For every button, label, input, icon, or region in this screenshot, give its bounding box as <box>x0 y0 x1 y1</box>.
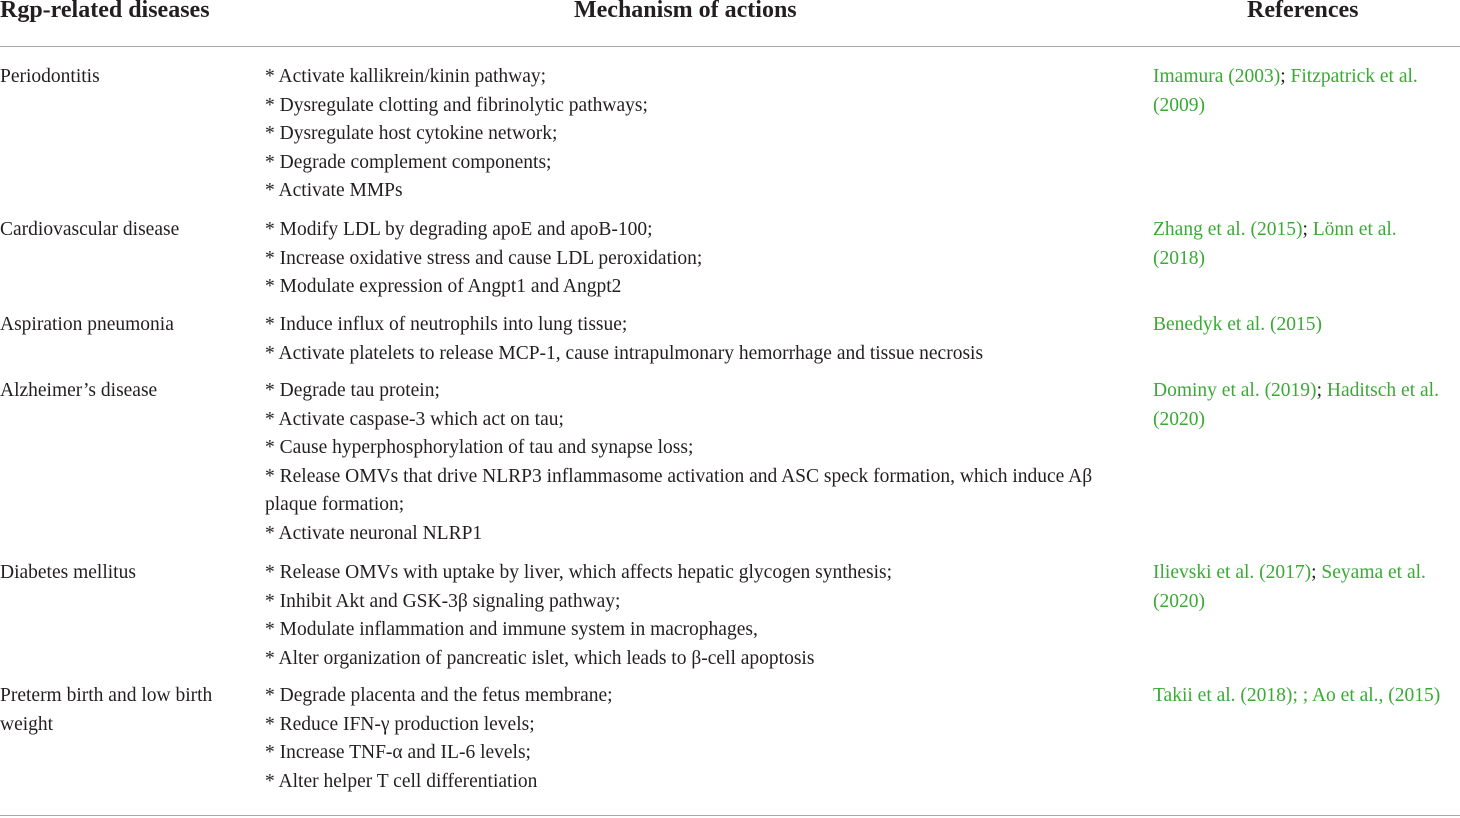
mechanism-cell <box>265 63 1095 206</box>
mechanism-cell <box>265 377 1095 549</box>
header-mechanism: Mechanism of actions <box>574 0 797 23</box>
mechanism-item: * Induce influx of neutrophils into lung tissue; <box>265 314 628 335</box>
reference-link[interactable]: Zhang et al. (2015) <box>1153 219 1303 240</box>
mechanism-item: * Alter organization of pancreatic islet, which leads to β-cell apoptosis <box>265 647 815 669</box>
references-cell <box>1153 377 1453 434</box>
disease-cell: Alzheimer’s disease <box>0 380 158 401</box>
mechanism-item: * Modify LDL by degrading apoE and apoB-100; <box>265 219 653 240</box>
mechanism-item: * Reduce IFN-γ production levels; <box>265 713 535 735</box>
mechanism-item: * Alter helper T cell differentiation <box>265 770 538 792</box>
disease-cell: Diabetes mellitus <box>0 562 136 583</box>
disease-cell: Preterm birth and low birth weight <box>0 685 213 735</box>
reference-separator: ; <box>1280 66 1291 87</box>
mechanism-item: * Activate kallikrein/kinin pathway; <box>265 66 547 87</box>
mechanism-item: * Increase oxidative stress and cause LDL peroxidation; <box>265 247 703 269</box>
references-cell <box>1153 311 1453 340</box>
mechanism-item: * Cause hyperphosphorylation of tau and synapse loss; <box>265 437 694 459</box>
reference-link[interactable]: Ilievski et al. (2017) <box>1153 562 1312 583</box>
mechanism-item: * Dysregulate host cytokine network; <box>265 123 558 145</box>
mechanism-cell <box>265 216 1095 302</box>
reference-link[interactable]: Benedyk et al. (2015) <box>1153 314 1322 335</box>
mechanism-item: * Modulate inflammation and immune system in macrophages, <box>265 619 758 641</box>
mechanism-item: * Inhibit Akt and GSK-3β signaling pathway; <box>265 590 621 612</box>
references-cell <box>1153 559 1453 616</box>
mechanism-item: * Release OMVs that drive NLRP3 inflammasome activation and ASC speck formation, which induce Aβ plaque formation; <box>265 465 1093 516</box>
header-references: References <box>1247 0 1359 23</box>
mechanism-item: * Activate MMPs <box>265 180 403 202</box>
mechanism-item: * Degrade complement components; <box>265 151 552 173</box>
mechanism-item: * Modulate expression of Angpt1 and Angpt2 <box>265 276 622 298</box>
reference-separator: ; <box>1302 219 1313 240</box>
header-diseases: Rgp-related diseases <box>0 0 210 23</box>
mechanism-item: * Increase TNF-α and IL-6 levels; <box>265 742 531 764</box>
reference-link[interactable]: Imamura (2003) <box>1153 66 1281 87</box>
mechanism-item: * Release OMVs with uptake by liver, which affects hepatic glycogen synthesis; <box>265 562 893 583</box>
mechanism-cell <box>265 311 1095 368</box>
mechanism-cell <box>265 559 1095 673</box>
reference-link[interactable]: Lönn et al. (2018) <box>1153 219 1397 269</box>
mechanism-item: * Activate neuronal NLRP1 <box>265 522 483 544</box>
reference-link[interactable]: ; ; <box>1292 685 1312 706</box>
reference-link[interactable]: Seyama et al. (2020) <box>1153 562 1426 612</box>
mechanism-item: * Activate platelets to release MCP-1, cause intrapulmonary hemorrhage and tissue necrosis <box>265 342 984 364</box>
mechanism-item: * Degrade placenta and the fetus membrane; <box>265 685 613 706</box>
reference-separator: ; <box>1316 380 1327 401</box>
mechanism-cell <box>265 682 1095 796</box>
reference-separator: ; <box>1311 562 1322 583</box>
reference-link[interactable]: Ao et al., (2015) <box>1311 685 1441 706</box>
table-header <box>0 0 1460 47</box>
references-cell <box>1153 216 1453 273</box>
bottom-rule <box>0 815 1460 816</box>
reference-link[interactable]: Dominy et al. (2019) <box>1153 380 1317 401</box>
mechanism-item: * Degrade tau protein; <box>265 380 440 401</box>
disease-cell: Periodontitis <box>0 66 100 87</box>
mechanism-item: * Activate caspase-3 which act on tau; <box>265 408 564 430</box>
reference-link[interactable]: Haditsch et al. (2020) <box>1153 380 1439 430</box>
reference-link[interactable]: Takii et al. (2018) <box>1153 685 1293 706</box>
references-cell <box>1153 63 1453 120</box>
disease-cell: Cardiovascular disease <box>0 219 180 240</box>
reference-link[interactable]: Fitzpatrick et al. (2009) <box>1153 66 1418 116</box>
disease-cell: Aspiration pneumonia <box>0 314 174 335</box>
references-cell <box>1153 682 1453 711</box>
mechanism-item: * Dysregulate clotting and fibrinolytic pathways; <box>265 94 648 116</box>
